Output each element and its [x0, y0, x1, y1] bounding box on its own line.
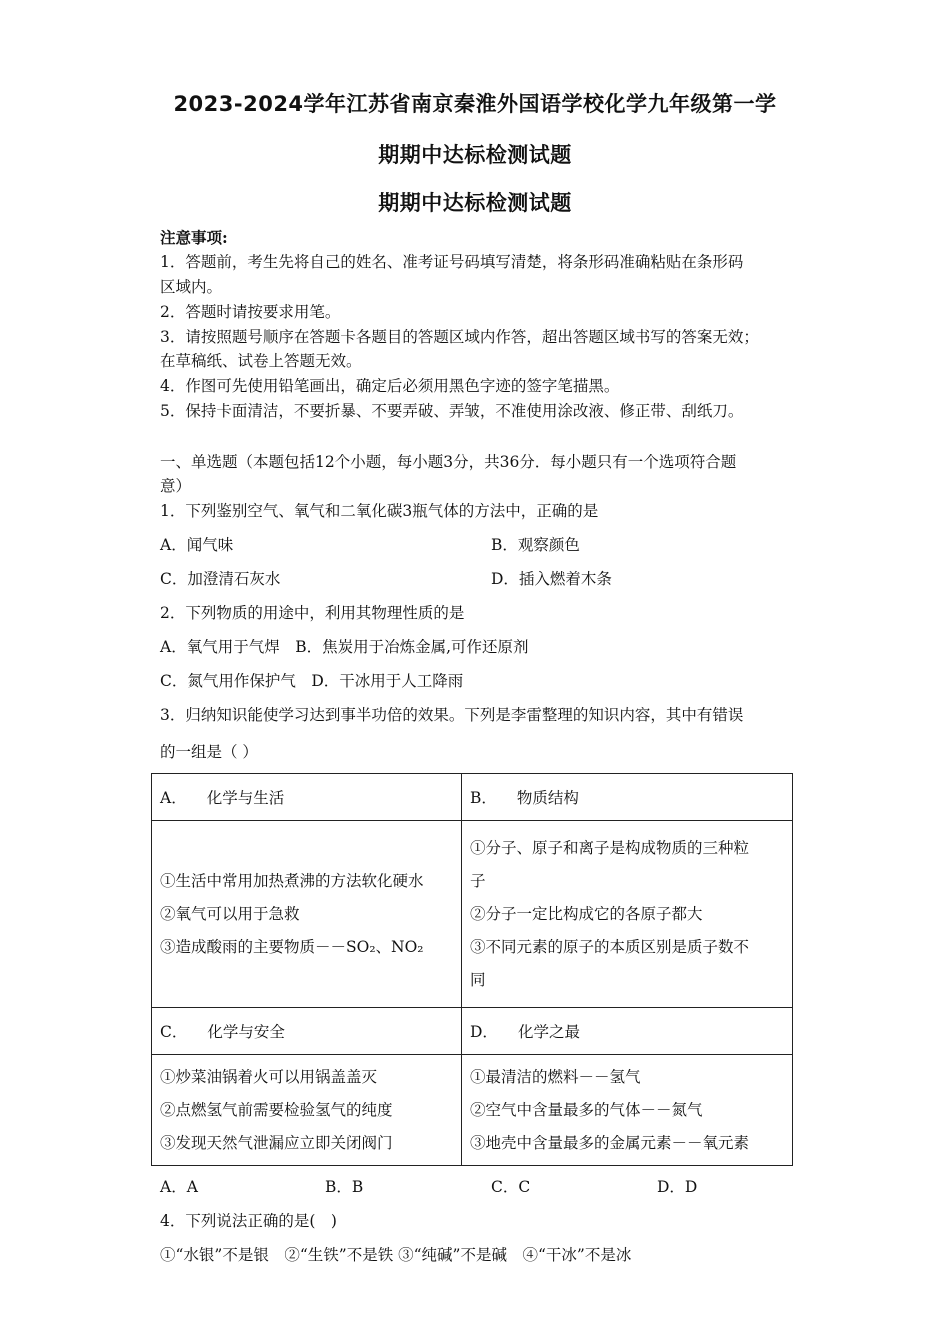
q1-option-c: C．加澄清石灰水 [160, 570, 281, 588]
q3-option-b: B．B [325, 1178, 364, 1196]
cell-item: ③发现天然气泄漏应立即关闭阀门 [160, 1133, 393, 1152]
notice-item: 5．保持卡面清洁，不要折暴、不要弄破、弄皱，不准使用涂改液、修正带、刮纸刀。 [160, 402, 744, 420]
notice-item: 1．答题前，考生先将自己的姓名、准考证号码填写清楚，将条形码准确粘贴在条形码 [160, 253, 744, 271]
cell-key: A． [160, 789, 187, 807]
cell-item: ③不同元素的原子的本质区别是质子数不 [470, 937, 750, 956]
q1-option-b: B．观察颜色 [491, 536, 580, 554]
q3-option-d: D．D [657, 1178, 698, 1196]
question-2-stem: 2．下列物质的用途中，利用其物理性质的是 [160, 604, 465, 622]
cell-key: D． [470, 1023, 498, 1041]
knowledge-table [151, 773, 793, 1166]
cell-title: 化学之最 [517, 1023, 580, 1041]
exam-title-line-3: 期期中达标检测试题 [378, 191, 572, 215]
exam-title-line-2: 期期中达标检测试题 [378, 143, 572, 167]
table-header-d [462, 1008, 793, 1055]
q2-options-cd: C．氮气用作保护气 D．干冰用于人工降雨 [160, 672, 464, 690]
section-heading: 一、单选题（本题包括12个小题，每小题3分，共36分．每小题只有一个选项符合题 [160, 453, 737, 471]
cell-title: 化学与安全 [207, 1023, 285, 1041]
notice-item: 在草稿纸、试卷上答题无效。 [160, 352, 362, 370]
cell-item: ①最清洁的燃料－－氢气 [470, 1067, 641, 1086]
cell-item: ③地壳中含量最多的金属元素－－氧元素 [470, 1133, 750, 1152]
cell-item: 子 [470, 871, 486, 890]
notice-item: 区域内。 [160, 278, 223, 296]
cell-item: ②分子一定比构成它的各原子都大 [470, 904, 703, 923]
table-cell-d [462, 1055, 793, 1166]
table-cell-b [462, 821, 793, 1008]
cell-item: ②空气中含量最多的气体－－氮气 [470, 1100, 703, 1119]
table-header-b [462, 774, 793, 821]
question-4-stem: 4．下列说法正确的是( ) [160, 1212, 337, 1230]
q1-option-a: A．闻气味 [160, 536, 234, 554]
table-header-a [152, 774, 462, 821]
cell-item: ①炒菜油锅着火可以用锅盖盖灭 [160, 1067, 378, 1086]
table-header-c [152, 1008, 462, 1055]
cell-item: ②点燃氢气前需要检验氢气的纯度 [160, 1100, 393, 1119]
cell-item: ③造成酸雨的主要物质－－SO₂、NO₂ [160, 937, 424, 956]
table-cell-c [152, 1055, 462, 1166]
cell-item: 同 [470, 970, 486, 989]
cell-title: 物质结构 [516, 789, 579, 807]
q3-option-c: C．C [491, 1178, 531, 1196]
notice-item: 2．答题时请按要求用笔。 [160, 303, 341, 321]
exam-title-line-1: 2023-2024学年江苏省南京秦淮外国语学校化学九年级第一学 [173, 92, 777, 116]
question-4-items: ①“水银”不是银 ②“生铁”不是铁 ③“纯碱”不是碱 ④“干冰”不是冰 [160, 1246, 632, 1264]
question-3-stem-cont: 的一组是（ ） [160, 743, 258, 761]
question-3-stem: 3．归纳知识能使学习达到事半功倍的效果。下列是李雷整理的知识内容，其中有错误 [160, 706, 744, 724]
question-1-stem: 1．下列鉴别空气、氧气和二氧化碳3瓶气体的方法中，正确的是 [160, 502, 599, 520]
cell-item: ①生活中常用加热煮沸的方法软化硬水 [160, 871, 424, 890]
cell-title: 化学与生活 [206, 789, 285, 807]
cell-item: ①分子、原子和离子是构成物质的三种粒 [470, 838, 750, 857]
q2-options-ab: A．氧气用于气焊 B．焦炭用于冶炼金属,可作还原剂 [160, 638, 529, 656]
cell-item: ②氧气可以用于急救 [160, 904, 300, 923]
cell-key: B． [470, 789, 497, 807]
notice-item: 3．请按照题号顺序在答题卡各题目的答题区域内作答，超出答题区域书写的答案无效； [160, 328, 759, 346]
q1-option-d: D．插入燃着木条 [491, 570, 612, 588]
notice-heading: 注意事项: [160, 228, 228, 247]
table-cell-a [152, 821, 462, 1008]
cell-key: C． [160, 1023, 188, 1041]
section-heading-cont: 意） [160, 477, 192, 495]
q3-option-a: A．A [160, 1178, 198, 1196]
notice-item: 4．作图可先使用铅笔画出，确定后必须用黑色字迹的签字笔描黑。 [160, 377, 620, 395]
